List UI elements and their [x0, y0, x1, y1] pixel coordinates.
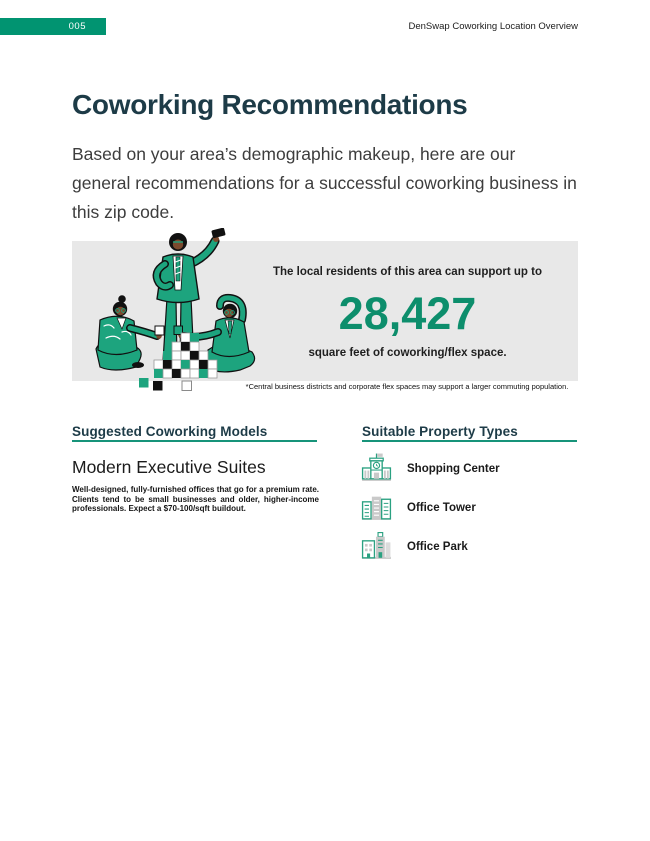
section-rule-right	[362, 440, 577, 442]
page-title: Coworking Recommendations	[72, 89, 468, 120]
shopping-center-icon	[360, 452, 393, 485]
seated-woman	[96, 295, 164, 370]
capacity-number: 28,427	[338, 288, 477, 339]
capacity-line1: The local residents of this area can support up to	[272, 266, 543, 278]
model-description: Well-designed, fully-furnished offices that go for a premium rate. Clients tend to be small businesses and older, higher-income professionals. Expect a $70-100/sqft buildout.	[72, 485, 319, 514]
section-title-coworking-models: Suggested Coworking Models	[72, 424, 268, 439]
property-label: Office Park	[407, 540, 468, 553]
page-number: 005	[68, 21, 86, 32]
pixel-blocks	[154, 333, 217, 378]
banner-footnote: *Central business districts and corporate flex spaces may support a larger commuting population.	[245, 382, 569, 391]
office-tower-icon	[360, 491, 393, 524]
property-label: Shopping Center	[407, 462, 500, 475]
section-rule-left	[72, 440, 317, 442]
capacity-banner	[72, 241, 578, 381]
property-label: Office Tower	[407, 501, 476, 514]
model-name: Modern Executive Suites	[72, 457, 266, 477]
capacity-text-block	[237, 241, 578, 381]
scattered-blocks	[139, 378, 192, 391]
office-park-icon	[360, 530, 393, 563]
list-item-office-park	[360, 530, 578, 563]
document-header-title: DenSwap Coworking Location Overview	[408, 21, 578, 32]
section-title-property-types: Suitable Property Types	[362, 424, 518, 439]
list-item-shopping-center	[360, 452, 578, 485]
capacity-line2: square feet of coworking/flex space.	[308, 347, 507, 359]
list-item-office-tower	[360, 491, 578, 524]
people-illustration	[70, 228, 262, 408]
intro-paragraph: Based on your area’s demographic makeup, here are our general recommendations for a successful coworking business in this zip code.	[72, 144, 577, 222]
property-type-list	[360, 452, 578, 569]
page-number-badge	[0, 18, 106, 35]
